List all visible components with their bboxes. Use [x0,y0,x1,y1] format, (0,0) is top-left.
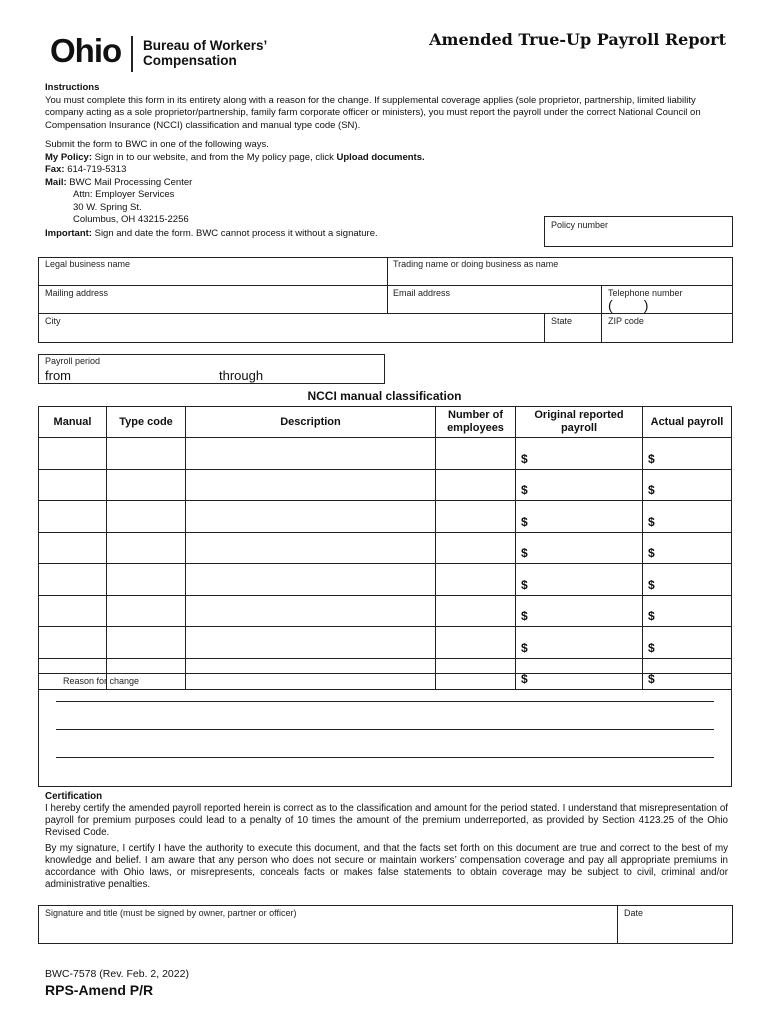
table-row [39,501,732,533]
payroll-period-field[interactable] [38,354,385,384]
col-header-description: Description [186,407,436,438]
city-field[interactable]: City [45,316,61,326]
cell-original-payroll[interactable] [516,627,643,659]
mail-line-1: BWC Mail Processing Center [69,176,193,188]
col-header-actual-payroll: Actual payroll [643,407,732,438]
cell-type-code[interactable] [107,438,186,470]
currency-symbol: $ [521,672,528,686]
signature-field[interactable]: Signature and title (must be signed by owner, partner or officer) [45,908,297,918]
form-id: BWC-7578 (Rev. Feb. 2, 2022) [45,968,189,980]
cell-manual[interactable] [39,532,107,564]
divider [387,257,388,313]
cell-type-code[interactable] [107,532,186,564]
cell-original-payroll[interactable] [516,595,643,627]
currency-symbol: $ [648,577,655,592]
policy-method-label: My Policy: [45,151,92,163]
cell-employees[interactable] [436,501,516,533]
currency-symbol: $ [648,609,655,623]
reason-line [56,757,714,758]
date-field[interactable]: Date [624,908,644,918]
important-label: Important: [45,228,92,239]
cell-description[interactable] [186,595,436,627]
submit-fax [45,164,545,177]
cell-original-payroll[interactable] [516,501,643,533]
cell-manual[interactable] [39,595,107,627]
cell-employees[interactable] [436,532,516,564]
payroll-period-label: Payroll period [45,356,101,366]
col-header-original-payroll: Original reported payroll [516,407,643,438]
currency-symbol: $ [648,546,655,560]
cell-employees[interactable] [436,469,516,501]
cell-description[interactable] [186,532,436,564]
certification-section [45,791,728,895]
cell-original-payroll[interactable] [516,438,643,470]
submit-intro: Submit the form to BWC in one of the following ways. [45,139,269,150]
state-field[interactable]: State [551,316,573,326]
currency-symbol: $ [521,514,528,529]
trading-name-field[interactable]: Trading name or doing business as name [393,259,559,269]
cell-actual-payroll[interactable] [643,595,732,627]
cell-original-payroll[interactable] [516,564,643,596]
cell-manual[interactable] [39,501,107,533]
cell-type-code[interactable] [107,469,186,501]
instructions-text: You must complete this form in its entirety along with a reason for the change. If supplemental coverage applies (sole proprietor, partnership, limited liability company acting as a sole proprietor/partnership, family farm corporate officer or ministers), you must report the payroll under the correct National Council on Compensation Insurance (NCCI) classification and manual type code (SN). [45,94,701,131]
table-title: NCCI manual classification [307,389,462,403]
cell-description[interactable] [186,438,436,470]
form-code: RPS-Amend P/R [45,982,154,998]
cell-description[interactable] [186,564,436,596]
cell-actual-payroll[interactable] [643,501,732,533]
bwc-logo-text [143,38,267,68]
fax-label: Fax: [45,164,65,175]
upload-documents-text: Upload documents. [336,151,425,163]
divider [544,313,545,343]
cell-type-code[interactable] [107,501,186,533]
cell-employees[interactable] [436,595,516,627]
policy-number-label: Policy number [551,220,609,230]
reason-line [56,729,714,730]
table-header-row [39,407,732,438]
table-body [39,438,732,690]
telephone-field[interactable]: Telephone number [608,288,683,298]
cell-type-code[interactable] [107,595,186,627]
phone-area-code: ( ) [608,297,649,313]
reason-label: Reason for change [63,676,140,686]
ohio-logo: Ohio [50,32,122,69]
currency-symbol: $ [521,483,528,497]
table-row [39,595,732,627]
cell-actual-payroll[interactable] [643,469,732,501]
cell-manual[interactable] [39,438,107,470]
important-note [45,228,378,241]
logo-line-1: Bureau of Workers’ [143,38,268,53]
fax-value: 614-719-5313 [67,164,127,175]
currency-symbol: $ [521,546,528,560]
from-label: from [45,368,71,383]
cell-actual-payroll[interactable] [643,627,732,659]
cell-actual-payroll[interactable] [643,532,732,564]
cell-manual[interactable] [39,627,107,659]
cell-type-code[interactable] [107,564,186,596]
table-row [39,469,732,501]
cell-employees[interactable] [436,564,516,596]
currency-symbol: $ [648,451,655,466]
table-row [39,564,732,596]
cell-employees[interactable] [436,627,516,659]
cell-actual-payroll[interactable] [643,564,732,596]
submit-mail [45,177,545,190]
policy-method-text: Sign in to our website, and from the My policy page, click [94,151,334,163]
logo-line-2: Compensation [143,53,237,68]
mail-line-4: Columbus, OH 43215-2256 [73,214,189,225]
cell-description[interactable] [186,469,436,501]
cell-description[interactable] [186,501,436,533]
mailing-address-field[interactable]: Mailing address [45,288,109,298]
currency-symbol: $ [648,640,655,655]
currency-symbol: $ [648,514,655,529]
through-label: through [219,368,264,383]
cell-manual[interactable] [39,469,107,501]
cell-description[interactable] [186,627,436,659]
col-header-manual: Manual [39,407,107,438]
submit-policy [45,152,545,165]
cell-employees[interactable] [436,438,516,470]
policy-number-field[interactable] [544,216,733,247]
mail-label: Mail: [45,176,67,188]
divider [601,285,602,343]
table-row [39,438,732,470]
table-row [39,627,732,659]
divider [38,285,733,286]
col-header-employees: Number of employees [436,407,516,438]
instructions-section [45,82,730,132]
cell-manual[interactable] [39,564,107,596]
reason-line [56,701,714,702]
legal-business-name-field[interactable]: Legal business name [45,259,131,269]
table-row [39,532,732,564]
instructions-heading: Instructions [45,82,100,93]
important-text: Sign and date the form. BWC cannot process it without a signature. [94,228,378,239]
certification-paragraph-1: I hereby certify the amended payroll reported herein is correct as to the classification and amount for the period stated. I understand that misrepresentation of payroll for premium purposes could lead to a penalty of 10 times the amount of the premium underreported, as provided by Section 4123.25 of the Ohio Revised Code. [45,803,728,838]
logo-divider [131,36,133,72]
certification-heading: Certification [45,791,103,802]
mail-line-2: Attn: Employer Services [73,189,175,200]
email-address-field[interactable]: Email address [393,288,451,298]
cell-actual-payroll[interactable] [643,438,732,470]
currency-symbol: $ [521,451,528,466]
currency-symbol: $ [521,609,528,623]
mail-line-3: 30 W. Spring St. [73,201,142,213]
cell-type-code[interactable] [107,627,186,659]
divider [38,313,733,314]
currency-symbol: $ [648,672,655,686]
currency-symbol: $ [521,577,528,592]
submission-section [45,139,545,227]
form-title: Amended True-Up Payroll Report [429,30,726,49]
col-header-type-code: Type code [107,407,186,438]
currency-symbol: $ [521,640,528,655]
reason-for-change-field[interactable] [38,673,732,787]
ncci-classification-table [38,406,732,690]
divider [617,905,618,944]
zip-code-field[interactable]: ZIP code [608,316,644,326]
cell-original-payroll[interactable] [516,469,643,501]
currency-symbol: $ [648,483,655,497]
cell-original-payroll[interactable] [516,532,643,564]
certification-paragraph-2: By my signature, I certify I have the authority to execute this document, and that the facts set forth on this document are true and correct to the best of my knowledge and belief. I am aware that any person who does not secure or maintain workers’ compensation coverage and pay all appropriate premiums in accordance with Ohio laws, or misrepresents, conceals facts or makes false statements to obtain coverage may be subject to civil, criminal and/or administrative penalties. [45,843,728,890]
